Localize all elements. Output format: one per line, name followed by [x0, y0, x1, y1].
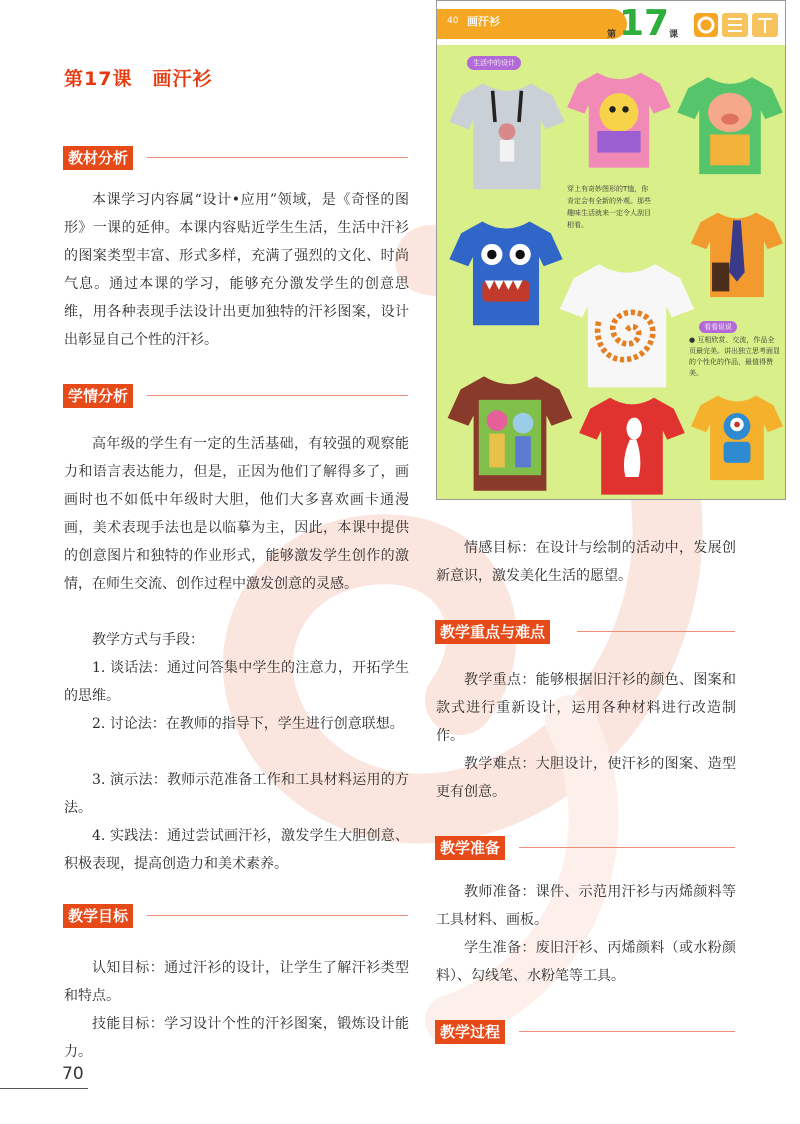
section-process-label: 教学过程	[435, 1020, 505, 1044]
section-rule	[147, 395, 408, 396]
tshirt-image	[557, 249, 697, 397]
figure-title: 画汗衫	[467, 15, 500, 28]
section-prep	[435, 836, 735, 860]
lesson-title: 第17课 画汗衫	[64, 68, 213, 90]
section-analysis-label: 教材分析	[63, 146, 133, 170]
figure-lesson-number: 17	[619, 3, 670, 44]
section-prep-label: 教学准备	[435, 836, 505, 860]
section-keypoints-label: 教学重点与难点	[435, 620, 550, 644]
tshirt-image	[577, 389, 687, 499]
section-rule	[147, 157, 408, 158]
section-students	[63, 384, 408, 408]
goal-cognitive: 认知目标：通过汗衫的设计，让学生了解汗衫类型和特点。	[64, 960, 409, 1004]
tshirt-image	[447, 201, 565, 341]
tshirt-image	[689, 373, 785, 499]
goal-emotion: 情感目标：在设计与绘制的活动中，发展创新意识，激发美化生活的愿望。	[436, 540, 736, 584]
section-rule	[519, 1031, 735, 1032]
goal-skill: 技能目标：学习设计个性的汗衫图案，锻炼设计能力。	[64, 1016, 409, 1060]
section-rule	[577, 631, 735, 632]
figure-header	[437, 1, 785, 45]
method-item: 2. 讨论法：在教师的指导下，学生进行创意联想。	[92, 716, 404, 732]
prep-student-text: 学生准备：废旧汗衫、丙烯颜料（或水粉颜料）、勾线笔、水粉笔等工具。	[436, 940, 736, 984]
figure-tag-bottom: 看看说说	[699, 321, 737, 333]
figure-page-number: 40	[447, 16, 459, 26]
textbook-figure	[436, 0, 786, 500]
page-number: 70	[62, 1064, 84, 1084]
section-rule	[147, 915, 408, 916]
method-item: 1. 谈话法：通过问答集中学生的注意力，开拓学生的思维。	[64, 660, 409, 704]
tshirt-image	[689, 193, 785, 313]
section-goals	[63, 904, 408, 928]
key-point-text: 教学重点：能够根据旧汗衫的颜色、图案和款式进行重新设计，运用各种材料进行改造制作。	[436, 672, 736, 744]
tshirt-image	[675, 51, 785, 196]
difficulty-text: 教学难点：大胆设计，使汗衫的图案、造型更有创意。	[436, 756, 736, 800]
prep-teacher-text: 教师准备：课件、示范用汗衫与丙烯颜料等工具材料、画板。	[436, 884, 736, 928]
figure-note-bottom: ● 互相欣赏、交流，作品全页最完美。讲出独立思考面显的个性化的作品，最值得赞美。	[689, 336, 780, 377]
students-text: 高年级的学生有一定的生活基础，有较强的观察能力和语言表达能力，但是，正因为他们了解得多了，画画时也不如低中年级时大胆，他们大多喜欢画卡通漫画，美术表现手法也是以临摹为主，因此，本课中提供的创意图片和独特的作业形式，能够激发学生创作的激情，在师生交流、创作过程中激发创意的灵感。	[64, 436, 409, 592]
figure-note-top: 穿上有奇妙图形的T恤，你肯定会有全新的外观。那些趣味生活就来一定令人刮目相看。	[567, 185, 651, 229]
analysis-text: 本课学习内容属“设计•应用”领域，是《奇怪的图形》一课的延伸。本课内容贴近学生生活，生活中汗衫的图案类型丰富、形式多样，充满了强烈的文化、时尚气息。通过本课的学习，能够充分激发学生的创意思维，用各种表现手法设计出更加独特的汗衫图案，设计出彰显自己个性的汗衫。	[64, 192, 409, 348]
section-goals-label: 教学目标	[63, 904, 133, 928]
tshirt-image	[565, 53, 673, 183]
tshirt-image	[447, 69, 567, 199]
section-analysis	[63, 146, 408, 170]
figure-tag-top: 生活中的设计	[467, 56, 521, 70]
figure-decoration-icon	[692, 9, 782, 41]
figure-lesson-prefix: 第	[607, 30, 617, 40]
section-process	[435, 1020, 735, 1044]
section-keypoints	[435, 620, 735, 644]
figure-lesson-suffix: 课	[669, 30, 679, 40]
figure-title-band	[437, 9, 627, 39]
section-rule	[519, 847, 735, 848]
tshirt-image	[445, 361, 575, 500]
methods-title: 教学方式与手段：	[92, 632, 204, 648]
method-item: 4. 实践法：通过尝试画汗衫，激发学生大胆创意、积极表现，提高创造力和美术素养。	[64, 828, 409, 872]
section-students-label: 学情分析	[63, 384, 133, 408]
page-number-rule	[0, 1088, 88, 1089]
method-item: 3. 演示法：教师示范准备工作和工具材料运用的方法。	[64, 772, 409, 816]
